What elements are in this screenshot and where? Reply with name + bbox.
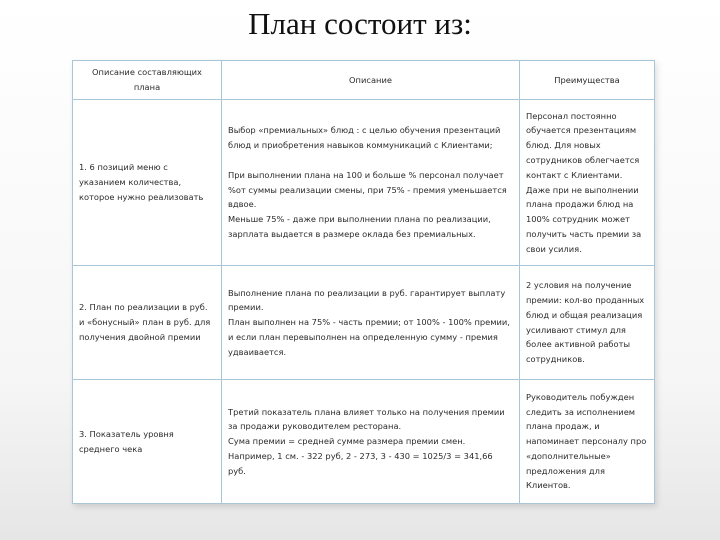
- table-row: [73, 100, 655, 266]
- header-description: Описание: [222, 61, 520, 100]
- advantages-cell: 2 условия на получение премии: кол-во проданных блюд и общая реализация усиливают стимул для более активной работы сотрудников.: [520, 266, 655, 380]
- advantages-cell: Руководитель побужден следить за исполнением плана продаж, и напоминает персоналу про «дополнительные» предложения для Клиентов.: [520, 380, 655, 504]
- description-cell: Третий показатель плана влияет только на получения премии за продажи руководителем ресторана. Сума премии = средней сумме размера премии смен. Например, 1 см. - 322 руб, 2 - 273, 3 - 430 = 1025/3 = 341,66 руб.: [222, 380, 520, 504]
- header-component: Описание составляющих плана: [73, 61, 222, 100]
- table-row: [73, 266, 655, 380]
- component-cell: 3. Показатель уровня среднего чека: [73, 380, 222, 504]
- table-row: [73, 380, 655, 504]
- page-title: План состоит из:: [248, 6, 472, 41]
- plan-table: [72, 60, 655, 504]
- description-cell: Выбор «премиальных» блюд : с целью обучения презентаций блюд и приобретения навыков коммуникаций с Клиентами; При выполнении плана на 100 и больше % персонал получает %от суммы реализации смены, при 75% - премия уменьшается вдвое. Меньше 75% - даже при выполнении плана по реализации, зарплата выдается в размере оклада без премиальных.: [222, 100, 520, 266]
- component-cell: 1. 6 позиций меню с указанием количества, которое нужно реализовать: [73, 100, 222, 266]
- advantages-cell: Персонал постоянно обучается презентациям блюд. Для новых сотрудников облегчается контакт с Клиентами. Даже при не выполнении плана продажи блюд на 100% сотрудник может получить часть премии за свои усилия.: [520, 100, 655, 266]
- component-cell: 2. План по реализации в руб. и «бонусный» план в руб. для получения двойной премии: [73, 266, 222, 380]
- header-advantages: Преимущества: [520, 61, 655, 100]
- description-cell: Выполнение плана по реализации в руб. гарантирует выплату премии. План выполнен на 75% - часть премии; от 100% - 100% премии, и если план перевыполнен на определенную сумму - премия удваивается.: [222, 266, 520, 380]
- table-header-row: [73, 61, 655, 100]
